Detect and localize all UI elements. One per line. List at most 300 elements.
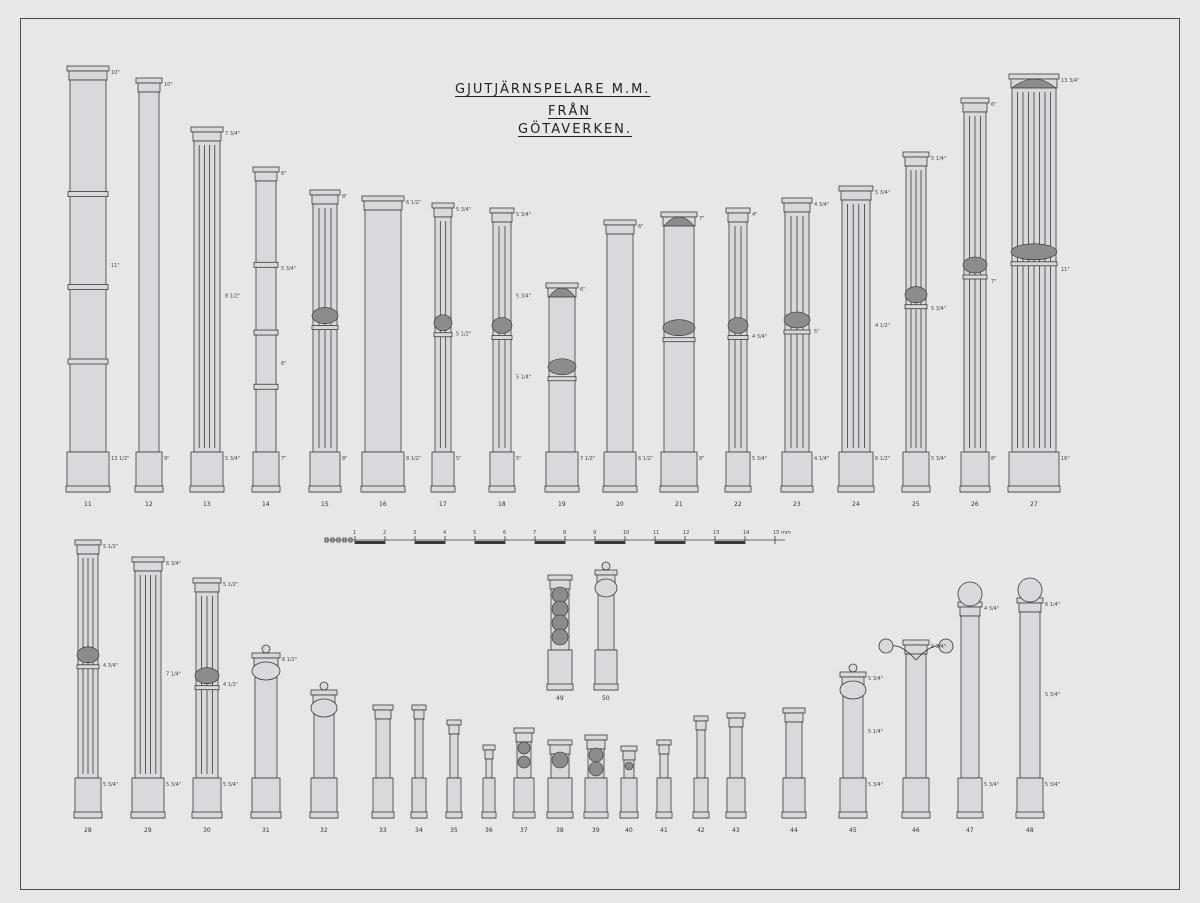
column-abacus [782,198,812,203]
column-plinth [513,812,535,818]
shaft-band [77,665,99,669]
column-number: 48 [1026,827,1034,834]
bottom_row-column-47 [957,582,999,834]
scale-label: 2 [383,530,387,536]
top_row-column-22 [725,208,767,508]
dimension-label: 5 1/4" [516,374,532,381]
column-number: 29 [144,827,152,834]
column-abacus [75,540,101,545]
bottom_row-column-39 [584,735,608,834]
column-capital [255,172,277,181]
column-plinth [251,812,281,818]
dimension-label: 5 1/2" [456,331,472,338]
column-number: 13 [203,501,211,508]
dimension-label: 5 3/4" [103,782,119,788]
column-capital [587,740,605,749]
bottom_row-column-42 [693,716,709,834]
column-plinth [431,486,455,492]
shaft-ring [254,384,278,389]
dimension-label: 4 1/4" [814,456,830,462]
dimension-label: 5" [516,456,522,462]
dimension-label: 8" [991,456,997,462]
dimension-label: 10" [111,70,120,76]
column-capital [449,725,459,734]
column-plinth [135,486,163,492]
top_row-column-15 [309,190,347,508]
dimension-label: 7 3/4" [225,131,241,137]
column-shaft [486,759,492,778]
shaft-ring [68,359,108,364]
column-abacus [839,186,873,191]
column-abacus [694,716,708,721]
scale-label: 14 [743,530,750,536]
column-abacus [840,672,866,677]
column-capital [312,195,338,204]
column-number: 47 [966,827,974,834]
column-shaft [697,730,705,778]
lattice-rosette [625,762,633,770]
scale-label: 4 [443,530,447,536]
column-abacus [490,208,514,213]
dimension-label: 5 3/4" [931,456,947,462]
scale-label: 6 [503,530,507,536]
column-capital [960,607,980,616]
dimension-label: 5 1/2" [103,544,119,550]
column-shaft [906,654,926,778]
dimension-label: 7" [991,279,997,285]
column-abacus [961,98,989,103]
column-abacus [783,708,805,713]
column-abacus [252,653,280,658]
column-capital [69,71,107,80]
dimension-label: 4 3/4" [984,606,1000,612]
column-capital [492,213,512,222]
column-capital [905,157,927,166]
bottom_row-column-34 [411,705,427,834]
dimension-label: 5 3/4" [225,456,241,462]
top_row-column-16 [361,196,421,508]
column-abacus [621,746,637,751]
column-abacus [514,728,534,733]
column-capital [516,733,532,742]
column-capital [195,583,219,592]
column-shaft [376,719,390,778]
column-plinth [584,812,608,818]
column-plinth [192,812,222,818]
column-capital [414,710,424,719]
top_row-column-24 [838,186,890,508]
scale-segment [475,541,505,544]
column-number: 11 [84,501,92,508]
dimension-label: 5 3/4" [868,676,884,682]
dimension-label: 4 3/4" [752,334,768,340]
column-plinth [547,684,573,690]
shaft-band [905,305,927,309]
dimension-label: 5 3/4" [456,207,472,213]
column-shaft [1020,612,1040,778]
column-shaft [70,80,106,452]
column-plinth [1008,486,1060,492]
bottom_row-column-33 [372,705,394,834]
shaft-band [784,330,810,334]
column-plinth [547,812,573,818]
column-shaft [365,210,401,452]
column-shaft [415,719,423,778]
scale-label: 10 [623,530,630,536]
column-number: 41 [660,827,668,834]
column-number: 43 [732,827,740,834]
lattice-rosette [552,601,568,617]
shaft-ornament [195,668,219,684]
dimension-label: 6 1/2" [638,456,654,462]
column-abacus [253,167,279,172]
dimension-label: 5 3/4" [516,212,532,218]
column-capital [623,751,635,760]
column-shaft [194,141,220,452]
column-shaft [842,200,870,452]
bottom_row-column-35 [446,720,462,834]
dimension-label: 7" [699,216,705,222]
dimension-label: 16" [1061,456,1070,462]
column-abacus [132,557,164,562]
column-number: 44 [790,827,798,834]
column-number: 24 [852,501,860,508]
column-number: 15 [321,501,329,508]
scale-label: 5 [473,530,477,536]
lamp-globe [1018,578,1042,602]
top_row-column-23 [781,198,829,508]
column-capital [606,225,634,234]
scale-segment [415,541,445,544]
column-abacus [548,575,572,580]
dimension-label: 5 3/4" [223,782,239,788]
scale-segment [535,541,565,544]
column-abacus [604,220,636,225]
column-capital [77,545,99,554]
finial [320,682,328,690]
column-capital [659,745,669,754]
column-capital [364,201,402,210]
dimension-label: 5 3/4" [984,782,1000,788]
column-plinth [620,812,638,818]
bottom_row-column-32 [310,682,338,834]
bottom_row-column-43 [726,713,746,834]
dimension-label: 4 1/2" [875,323,891,329]
shaft-ornament [312,308,338,324]
column-shaft [255,667,277,778]
dimension-label: 10" [164,82,173,88]
column-plinth [725,486,751,492]
dimension-label: 13 3/4" [1061,78,1080,84]
top_row-column-19 [545,283,595,508]
column-number: 42 [697,827,705,834]
lattice-rosette [552,629,568,645]
bottom_row-column-37 [513,728,535,834]
shaft-ornament [548,359,576,375]
bottom_row-column-46 [879,639,953,834]
dimension-label: 5 3/4" [931,644,947,650]
vase-bulb [840,681,866,699]
lattice-rosette [552,752,568,768]
lattice-rosette [589,762,603,776]
shaft-ring [68,285,108,290]
shaft-band [663,338,695,342]
shaft-band [492,336,512,340]
column-abacus [191,127,223,132]
column-abacus [903,640,929,645]
dimension-label: 6 3/4" [166,561,182,567]
dimension-label: 8" [342,194,348,200]
column-shaft [450,734,458,778]
column-number: 27 [1030,501,1038,508]
column-plinth [838,486,874,492]
scale-label: 1 [353,530,357,536]
column-abacus [548,740,572,745]
dimension-label: 5 3/4" [281,266,297,272]
column-number: 34 [415,827,423,834]
dimension-label: 5" [814,329,820,335]
shaft-band [548,377,576,381]
dimension-label: 6" [638,224,644,230]
lattice-rosette [552,587,568,603]
column-plinth [361,486,405,492]
bottom_row-column-28 [74,540,118,834]
scale-label: 12 [683,530,690,536]
column-number: 35 [450,827,458,834]
shaft-ornament [905,287,927,303]
column-number: 22 [734,501,742,508]
column-capital [434,208,452,217]
dimension-label: 13 1/2" [111,456,130,462]
column-number: 16 [379,501,387,508]
dimension-label: 8" [699,456,705,462]
column-number: 50 [602,695,610,702]
column-plinth [446,812,462,818]
column-abacus [661,212,697,217]
shaft-ring [254,262,278,267]
dimension-label: 11" [1061,267,1070,273]
column-abacus [67,66,109,71]
dimension-label: 4 3/4" [103,663,119,669]
column-abacus [373,705,393,710]
title-line-3: GÖTAVERKEN. [518,122,633,137]
column-number: 21 [675,501,683,508]
scale-segment [355,541,385,544]
dimension-label: 7 1/2" [580,456,596,462]
shaft-ornament [77,647,99,663]
title-line-2: FRÅN [548,104,592,119]
lattice-rosette [589,748,603,762]
scale-segment [595,541,625,544]
top_row-column-14 [252,167,296,508]
dimension-label: 5 1/4" [868,729,884,735]
column-abacus [432,203,454,208]
column-plinth [489,486,515,492]
bottom_row-column-41 [656,740,672,834]
shaft-band [963,275,987,279]
column-abacus [412,705,426,710]
column-shaft [786,722,802,778]
dimension-label: 8 1/2" [406,456,422,462]
column-abacus [310,190,340,195]
bottom_row-column-38 [547,740,573,834]
column-shaft [843,686,863,778]
column-plinth [66,486,110,492]
scale-segment [715,541,745,544]
column-abacus [311,690,337,695]
dimension-label: 7" [281,456,287,462]
column-plinth [190,486,224,492]
column-number: 30 [203,827,211,834]
column-number: 23 [793,501,801,508]
column-capital [784,203,810,212]
column-number: 18 [498,501,506,508]
column-number: 14 [262,501,270,508]
column-capital [729,718,743,727]
column-number: 28 [84,827,92,834]
top_row-column-27 [1008,74,1079,508]
scale-label: 15 mm [773,530,791,536]
dimension-label: 8 1/2" [225,293,241,300]
column-shaft [607,234,633,452]
column-plinth [372,812,394,818]
column-plinth [411,812,427,818]
column-plinth [660,486,698,492]
middle-piece-50 [594,562,618,702]
column-capital [138,83,160,92]
column-capital [696,721,706,730]
bottom_row-column-45 [839,664,883,834]
column-number: 20 [616,501,624,508]
column-number: 12 [145,501,153,508]
top_row-column-21 [660,212,704,508]
column-shaft [256,181,276,452]
column-abacus [483,745,495,750]
column-number: 26 [971,501,979,508]
column-abacus [193,578,221,583]
column-capital [134,562,162,571]
scale-label: 9 [593,530,597,536]
shaft-ornament [728,318,748,334]
scale-label: 3 [413,530,417,536]
top_row-column-17 [431,203,471,508]
column-plinth [960,486,990,492]
dimension-label: 5 3/4" [1045,692,1061,698]
lattice-rosette [552,615,568,631]
column-shaft [135,571,161,778]
column-abacus [903,152,929,157]
shaft-band [728,336,748,340]
top_row-column-18 [489,208,531,508]
bottom_row-column-36 [482,745,496,834]
shaft-band [312,326,338,330]
shaft-ring [68,192,108,197]
column-plinth [693,812,709,818]
column-plinth [594,684,618,690]
column-number: 38 [556,827,564,834]
top_row-column-25 [902,152,946,508]
column-plinth [782,812,806,818]
column-plinth [957,812,983,818]
column-number: 36 [485,827,493,834]
shaft-ring [254,330,278,335]
vase-bulb [252,662,280,680]
dimension-label: 5 1/2" [223,582,239,588]
column-shaft [139,92,159,452]
dimension-label: 5" [456,456,462,462]
dimension-label: 5 3/4" [1045,782,1061,788]
dimension-label: 5 3/4" [752,456,768,462]
column-abacus [657,740,671,745]
column-abacus [447,720,461,725]
finial [262,645,270,653]
column-number: 25 [912,501,920,508]
column-shaft [660,754,668,778]
bottom_row-column-48 [1016,578,1060,834]
column-capital [841,191,871,200]
middle-piece-49 [547,575,573,702]
shaft-ornament [492,318,512,334]
bottom_row-column-31 [251,645,297,834]
dimension-label: 4 1/2" [223,682,239,688]
column-plinth [726,812,746,818]
shaft-ornament [663,320,695,336]
finial [849,664,857,672]
dimension-label: 7 1/4" [166,671,182,678]
column-plinth [1016,812,1044,818]
column-plinth [603,486,637,492]
bottom_row-column-29 [131,557,181,834]
bottom_row-column-44 [782,708,806,834]
dimension-label: 6" [281,361,287,367]
column-shaft [730,727,742,778]
column-plinth [74,812,102,818]
scale-bar [325,530,791,544]
shaft-ornament [434,315,452,331]
lattice-rosette [518,756,530,768]
dimension-label: 6 1/2" [875,456,891,462]
column-number: 33 [379,827,387,834]
vase-bulb [595,579,617,597]
column-abacus [595,570,617,575]
column-capital [485,750,493,759]
column-plinth [839,812,867,818]
dimension-label: 5 1/4" [931,156,947,162]
column-plinth [781,486,813,492]
shaft-ornament [1011,244,1057,260]
column-plinth [545,486,579,492]
vase-bulb [311,699,337,717]
column-abacus [362,196,404,201]
title-line-1: GJUTJÄRNSPELARE M.M. [455,82,651,97]
column-plinth [482,812,496,818]
column-capital [193,132,221,141]
column-capital [728,213,748,222]
column-number: 40 [625,827,633,834]
column-capital [785,713,803,722]
shaft-band [1011,262,1057,266]
dimension-label: 5 3/4" [868,782,884,788]
top_row-column-26 [960,98,996,508]
dimension-label: 9" [164,456,170,462]
scale-label: 7 [533,530,537,536]
column-plinth [252,486,280,492]
column-number: 45 [849,827,857,834]
column-number: 32 [320,827,328,834]
column-abacus [727,713,745,718]
column-plinth [902,812,930,818]
column-abacus [726,208,750,213]
